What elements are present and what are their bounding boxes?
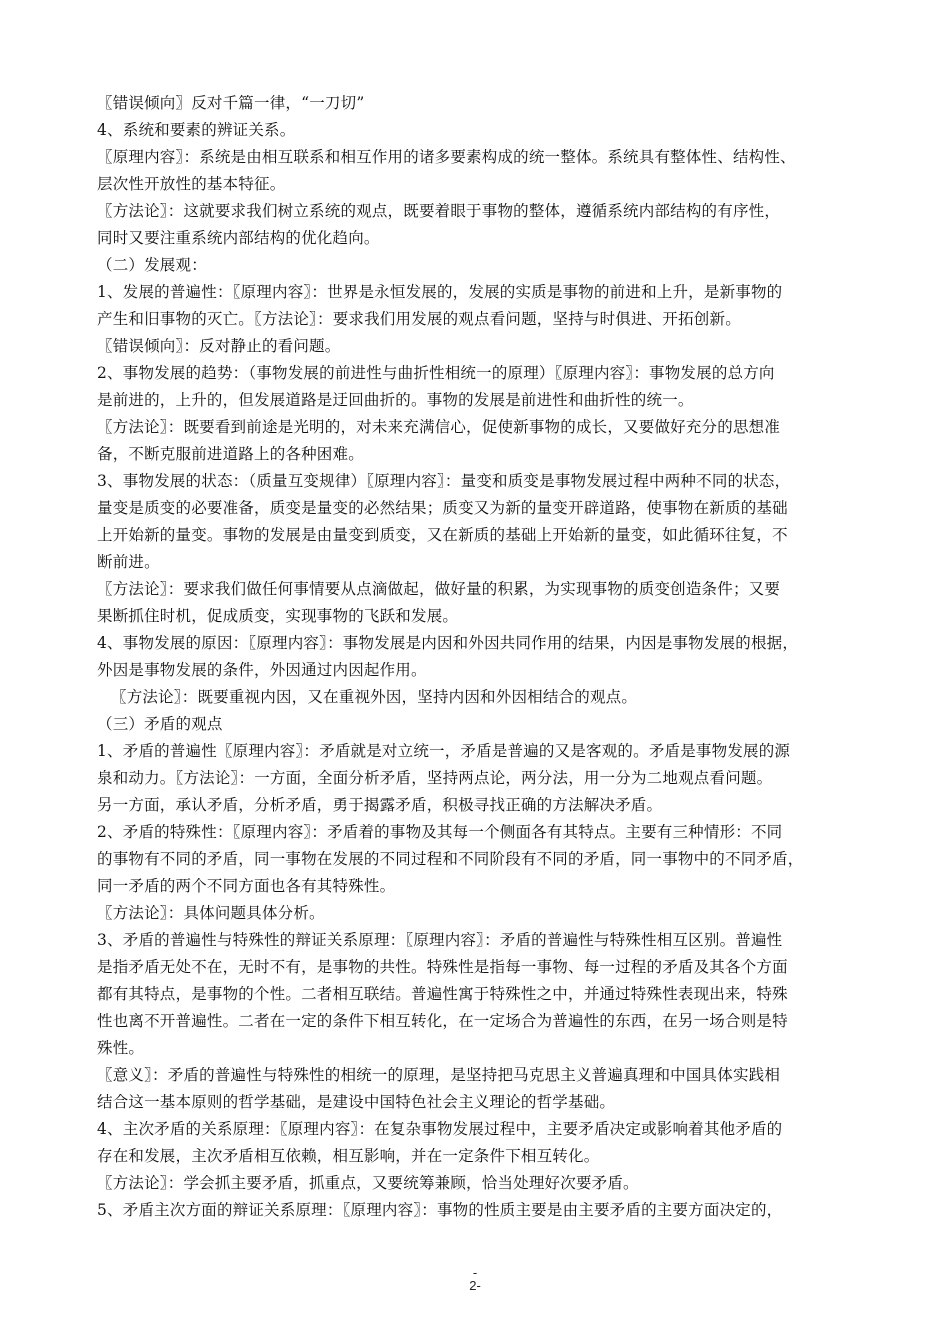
text-line: 〖方法论〗：具体问题具体分析。 (97, 904, 325, 922)
section-heading: 1、发展的普遍性：〖原理内容〗：世界是永恒发展的，发展的实质是事物的前进和上升，是新事物的 (97, 283, 783, 301)
text-line: 另一方面，承认矛盾，分析矛盾，勇于揭露矛盾，积极寻找正确的方法解决矛盾。 (97, 796, 663, 814)
section-heading: 4、主次矛盾的关系原理：〖原理内容〗：在复杂事物发展过程中，主要矛盾决定或影响着其他矛盾的 (97, 1120, 783, 1138)
text-line: 〖原理内容〗：系统是由相互联系和相互作用的诸多要素构成的统一整体。系统具有整体性、结构性、 (97, 148, 796, 166)
text-line: 量变是质变的必要准备，质变是量变的必然结果；质变又为新的量变开辟道路，使事物在新质的基础 (97, 499, 788, 517)
text-line: 果断抓住时机，促成质变，实现事物的飞跃和发展。 (97, 607, 459, 625)
text-line: 结合这一基本原则的哲学基础，是建设中国特色社会主义理论的哲学基础。 (97, 1093, 616, 1111)
subsection-heading: （二）发展观： (97, 256, 207, 274)
text-line: 〖意义〗：矛盾的普遍性与特殊性的相统一的原理，是坚持把马克思主义普遍真理和中国具体实践相 (97, 1066, 781, 1084)
text-line: 〖错误倾向〗：反对静止的看问题。 (97, 337, 341, 355)
section-heading: 2、事物发展的趋势：（事物发展的前进性与曲折性相统一的原理）〖原理内容〗：事物发展的总方向 (97, 364, 775, 382)
text-line: 产生和旧事物的灭亡。〖方法论〗：要求我们用发展的观点看问题，坚持与时俱进、开拓创新。 (97, 310, 741, 328)
text-line: 〖方法论〗：这就要求我们树立系统的观点，既要着眼于事物的整体，遵循系统内部结构的有序性， (97, 202, 781, 220)
footer-dash: - (472, 1265, 478, 1280)
text-line: 都有其特点，是事物的个性。二者相互联结。普遍性寓于特殊性之中，并通过特殊性表现出来，特殊 (97, 985, 788, 1003)
text-line: 的事物有不同的矛盾，同一事物在发展的不同过程和不同阶段有不同的矛盾，同一事物中的不同矛盾， (97, 850, 804, 868)
subsection-heading: （三）矛盾的观点 (97, 715, 223, 733)
text-line: 备，不断克服前进道路上的各种困难。 (97, 445, 364, 463)
text-line: 是前进的，上升的，但发展道路是迂回曲折的。事物的发展是前进性和曲折性的统一。 (97, 391, 694, 409)
text-line: 是指矛盾无处不在，无时不有，是事物的共性。特殊性是指每一事物、每一过程的矛盾及其各个方面 (97, 958, 788, 976)
section-heading: 1、矛盾的普遍性〖原理内容〗：矛盾就是对立统一，矛盾是普遍的又是客观的。矛盾是事物发展的源 (97, 742, 791, 760)
text-line: 〖方法论〗：要求我们做任何事情要从点滴做起，做好量的积累，为实现事物的质变创造条件；又要 (97, 580, 781, 598)
text-line: 层次性开放性的基本特征。 (97, 175, 286, 193)
section-heading: 5、矛盾主次方面的辩证关系原理：〖原理内容〗：事物的性质主要是由主要矛盾的主要方面决定的， (97, 1201, 783, 1219)
section-heading: 4、事物发展的原因：〖原理内容〗：事物发展是内因和外因共同作用的结果，内因是事物发展的根据， (97, 634, 799, 652)
section-heading: 2、矛盾的特殊性：〖原理内容〗：矛盾着的事物及其每一个侧面各有其特点。主要有三种情形：不同 (97, 823, 783, 841)
text-line: 同时又要注重系统内部结构的优化趋向。 (97, 229, 380, 247)
text-line: 同一矛盾的两个不同方面也各有其特殊性。 (97, 877, 396, 895)
text-line: 断前进。 (97, 553, 160, 571)
text-line: 〖方法论〗：既要看到前途是光明的，对未来充满信心，促使新事物的成长，又要做好充分的思想准 (97, 418, 781, 436)
text-line: 外因是事物发展的条件，外因通过内因起作用。 (97, 661, 427, 679)
text-line: 〖方法论〗：既要重视内因，又在重视外因，坚持内因和外因相结合的观点。 (111, 688, 638, 706)
text-line: 殊性。 (97, 1039, 145, 1057)
section-heading: 3、事物发展的状态：（质量互变规律）〖原理内容〗：量变和质变是事物发展过程中两种不同的状态， (97, 472, 791, 490)
text-line: 存在和发展，主次矛盾相互依赖，相互影响，并在一定条件下相互转化。 (97, 1147, 600, 1165)
section-heading: 3、矛盾的普遍性与特殊性的辩证关系原理：〖原理内容〗：矛盾的普遍性与特殊性相互区别。普遍性 (97, 931, 783, 949)
text-line: 泉和动力。〖方法论〗：一方面，全面分析矛盾，坚持两点论，两分法，用一分为二地观点看问题。 (97, 769, 773, 787)
document-body (97, 90, 867, 1224)
page-number: 2- (469, 1278, 481, 1293)
text-line: 〖错误倾向〗反对千篇一律，“一刀切” (97, 94, 365, 112)
text-line: 性也离不开普遍性。二者在一定的条件下相互转化，在一定场合为普遍性的东西，在另一场合则是特 (97, 1012, 788, 1030)
text-line: 〖方法论〗：学会抓主要矛盾，抓重点，又要统筹兼顾，恰当处理好次要矛盾。 (97, 1174, 639, 1192)
section-heading: 4、系统和要素的辨证关系。 (97, 121, 296, 139)
text-line: 上开始新的量变。事物的发展是由量变到质变，又在新质的基础上开始新的量变，如此循环往复，不 (97, 526, 788, 544)
